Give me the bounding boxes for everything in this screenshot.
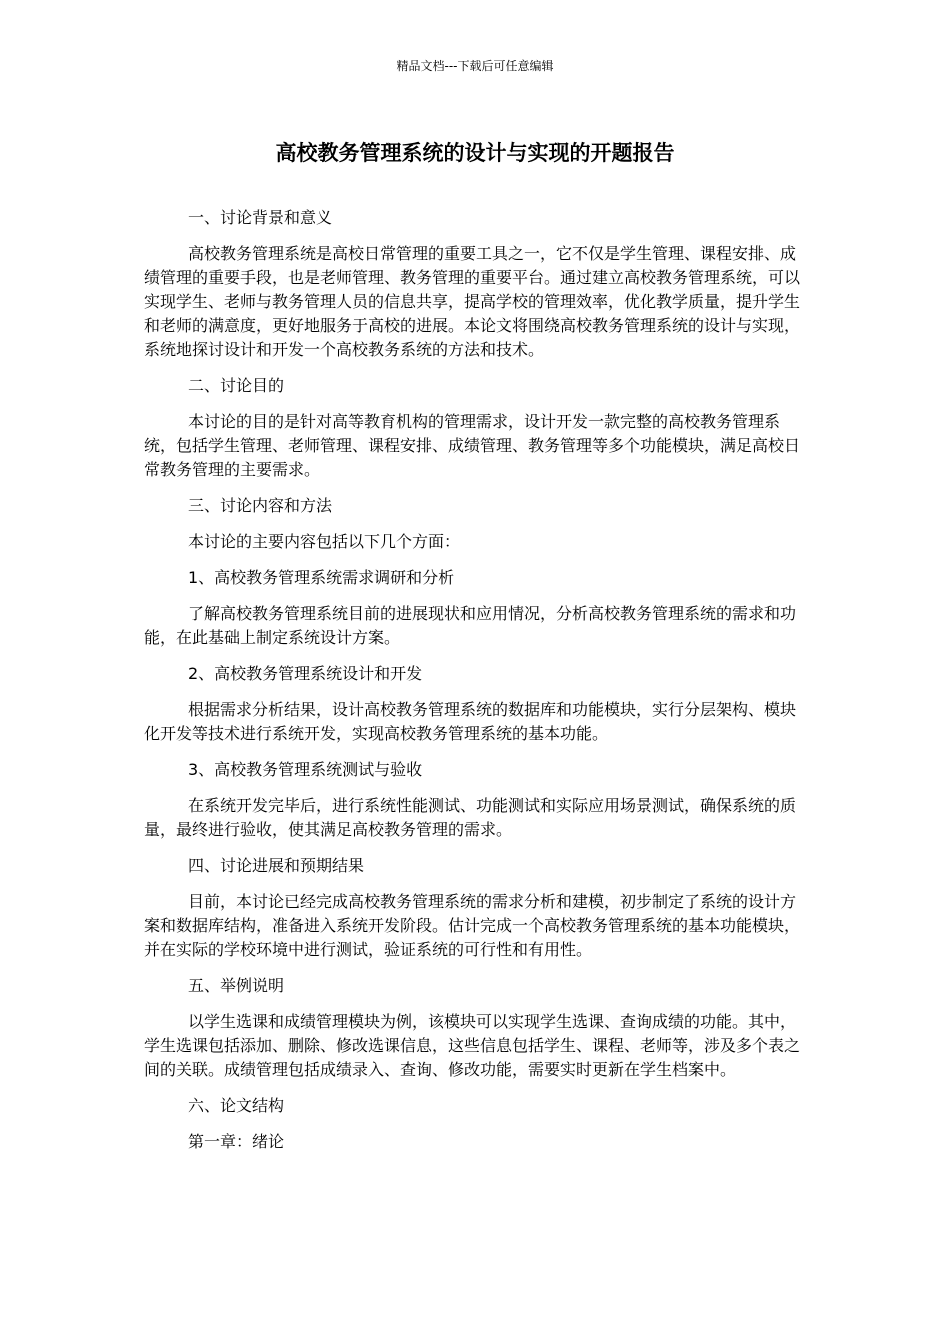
paragraph-requirements: 了解高校教务管理系统目前的进展现状和应用情况，分析高校教务管理系统的需求和功能，在此基础上制定系统设计方案。 bbox=[144, 604, 797, 647]
subheading-requirements: 1、高校教务管理系统需求调研和分析 bbox=[188, 568, 455, 587]
document-body bbox=[144, 206, 810, 1166]
paragraph-design: 根据需求分析结果，设计高校教务管理系统的数据库和功能模块，实行分层架构、模块化开发等技术进行系统开发，实现高校教务管理系统的基本功能。 bbox=[144, 700, 797, 743]
section-heading-example: 五、举例说明 bbox=[188, 976, 285, 995]
paragraph-content-intro: 本讨论的主要内容包括以下几个方面： bbox=[188, 532, 461, 551]
paragraph-purpose: 本讨论的目的是针对高等教育机构的管理需求，设计开发一款完整的高校教务管理系统，包括学生管理、老师管理、课程安排、成绩管理、教务管理等多个功能模块，满足高校日常教务管理的主要需求。 bbox=[144, 412, 801, 479]
section-heading-content-methods: 三、讨论内容和方法 bbox=[188, 496, 333, 515]
subheading-design: 2、高校教务管理系统设计和开发 bbox=[188, 664, 423, 683]
section-heading-background: 一、讨论背景和意义 bbox=[188, 208, 333, 227]
paragraph-progress: 目前，本讨论已经完成高校教务管理系统的需求分析和建模，初步制定了系统的设计方案和数据库结构，准备进入系统开发阶段。估计完成一个高校教务管理系统的基本功能模块，并在实际的学校环境中进行测试，验证系统的可行性和有用性。 bbox=[144, 892, 801, 959]
section-heading-progress: 四、讨论进展和预期结果 bbox=[188, 856, 365, 875]
paragraph-example: 以学生选课和成绩管理模块为例，该模块可以实现学生选课、查询成绩的功能。其中，学生选课包括添加、删除、修改选课信息，这些信息包括学生、课程、老师等，涉及多个表之间的关联。成绩管理包括成绩录入、查询、修改功能，需要实时更新在学生档案中。 bbox=[144, 1012, 801, 1079]
paragraph-testing: 在系统开发完毕后，进行系统性能测试、功能测试和实际应用场景测试，确保系统的质量，最终进行验收，使其满足高校教务管理的需求。 bbox=[144, 796, 797, 839]
chapter-one-label: 第一章：绪论 bbox=[188, 1132, 285, 1151]
section-heading-purpose: 二、讨论目的 bbox=[188, 376, 285, 395]
subheading-testing: 3、高校教务管理系统测试与验收 bbox=[188, 760, 423, 779]
paragraph-background: 高校教务管理系统是高校日常管理的重要工具之一，它不仅是学生管理、课程安排、成绩管理的重要手段，也是老师管理、教务管理的重要平台。通过建立高校教务管理系统，可以实现学生、老师与教务管理人员的信息共享，提高学校的管理效率，优化教学质量，提升学生和老师的满意度，更好地服务于高校的进展。本论文将围绕高校教务管理系统的设计与实现，系统地探讨设计和开发一个高校教务系统的方法和技术。 bbox=[144, 244, 801, 359]
section-heading-structure: 六、论文结构 bbox=[188, 1096, 285, 1115]
page-header-note: 精品文档---下载后可任意编辑 bbox=[396, 59, 554, 73]
document-title: 高校教务管理系统的设计与实现的开题报告 bbox=[275, 141, 675, 165]
